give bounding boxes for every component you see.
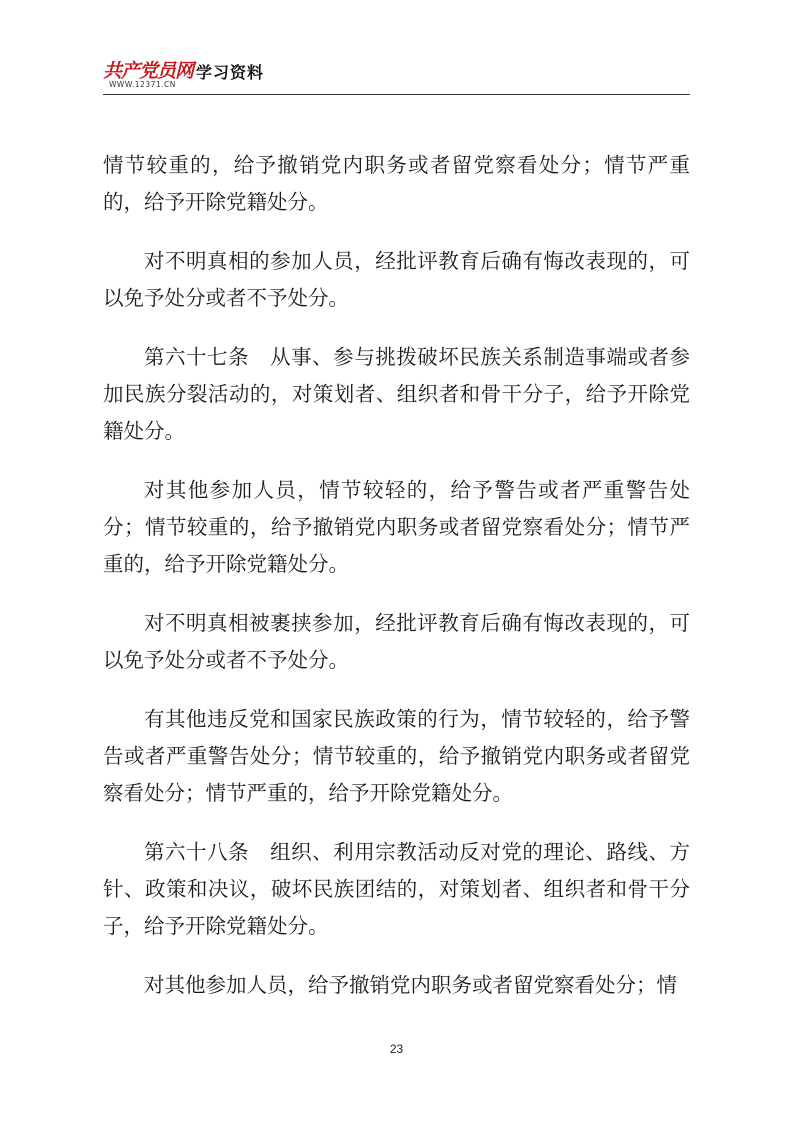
logo-wordmark: 共产党员网	[103, 60, 194, 82]
paragraph-article-68: 第六十八条 组织、利用宗教活动反对党的理论、路线、方针、政策和决议，破坏民族团结的，对策划者、组织者和骨干分子，给予开除党籍处分。	[103, 840, 690, 938]
page-number: 23	[389, 1042, 404, 1056]
logo-url: WWW.12371.CN	[109, 80, 176, 89]
site-logo	[103, 56, 195, 90]
paragraph-8: 对其他参加人员，给予撤销党内职务或者留党察看处分；情	[144, 973, 677, 997]
paragraph-article-67: 第六十七条 从事、参与挑拨破坏民族关系制造事端或者参加民族分裂活动的，对策划者、组织者和骨干分子，给予开除党籍处分。	[103, 345, 690, 443]
paragraph-4: 对其他参加人员，情节较轻的，给予警告或者严重警告处分；情节较重的，给予撤销党内职务或者留党察看处分；情节严重的，给予开除党籍处分。	[103, 478, 690, 576]
paragraph-1: 情节较重的，给予撤销党内职务或者留党察看处分；情节严重的，给予开除党籍处分。	[103, 153, 690, 214]
paragraph-2: 对不明真相的参加人员，经批评教育后确有悔改表现的，可以免予处分或者不予处分。	[103, 249, 690, 310]
paragraph-6: 有其他违反党和国家民族政策的行为，情节较轻的，给予警告或者严重警告处分；情节较重的，给予撤销党内职务或者留党察看处分；情节严重的，给予开除党籍处分。	[103, 707, 690, 805]
paragraph-5: 对不明真相被裹挟参加，经批评教育后确有悔改表现的，可以免予处分或者不予处分。	[103, 611, 690, 672]
page-header	[103, 52, 690, 95]
document-body	[103, 147, 690, 1026]
header-title: 学习资料	[196, 63, 265, 82]
